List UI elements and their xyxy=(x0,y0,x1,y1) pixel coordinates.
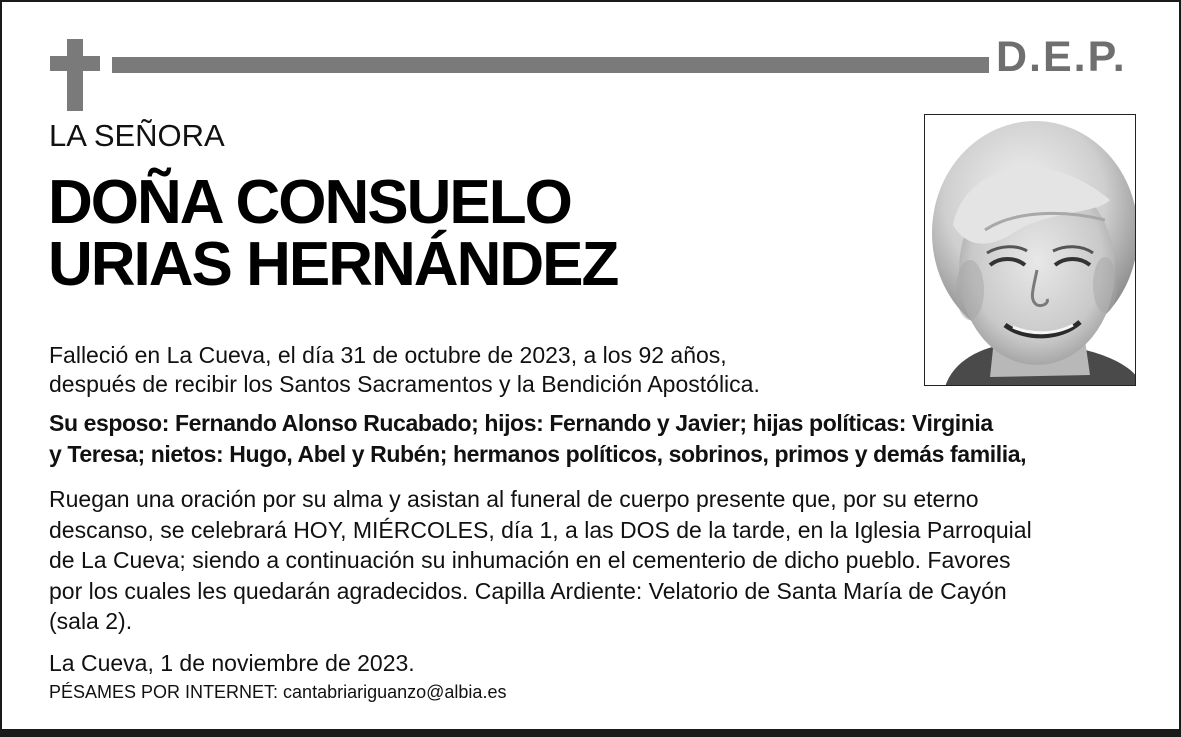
request-line: (sala 2). xyxy=(49,608,133,634)
deceased-title: LA SEÑORA xyxy=(49,118,225,153)
death-notice-line: Falleció en La Cueva, el día 31 de octubre de 2023, a los 92 años, xyxy=(49,342,727,368)
request-line: por los cuales les quedarán agradecidos. Capilla Ardiente: Velatorio de Santa María de Cayón xyxy=(49,577,1007,604)
request-line: descanso, se celebrará HOY, MIÉRCOLES, día 1, a las DOS de la tarde, en la Iglesia Parroquial xyxy=(49,516,1032,543)
family-line: y Teresa; nietos: Hugo, Abel y Rubén; hermanos políticos, sobrinos, primos y demás familia, xyxy=(49,441,1027,467)
deceased-name xyxy=(48,168,618,299)
dep-label: D.E.P. xyxy=(996,33,1127,81)
cross-icon xyxy=(50,39,100,111)
death-notice-line: después de recibir los Santos Sacramentos y la Bendición Apostólica. xyxy=(49,371,760,397)
condolences-contact: PÉSAMES POR INTERNET: cantabriariguanzo@albia.es xyxy=(49,682,507,702)
header-rule xyxy=(112,57,989,73)
family-list xyxy=(49,408,1026,470)
request-line: de La Cueva; siendo a continuación su inhumación en el cementerio de dicho pueblo. Favores xyxy=(49,547,1011,573)
death-notice xyxy=(49,341,760,399)
deceased-name-line1: DOÑA CONSUELO xyxy=(48,168,571,237)
notice-date: La Cueva, 1 de noviembre de 2023. xyxy=(49,650,415,676)
family-line: Su esposo: Fernando Alonso Rucabado; hijos: Fernando y Javier; hijas políticas: Virginia xyxy=(49,410,993,436)
portrait-photo xyxy=(924,114,1136,386)
request-line: Ruegan una oración por su alma y asistan al funeral de cuerpo presente que, por su eterno xyxy=(49,486,979,512)
deceased-name-line2: URIAS HERNÁNDEZ xyxy=(48,230,618,299)
funeral-request xyxy=(49,484,1032,637)
